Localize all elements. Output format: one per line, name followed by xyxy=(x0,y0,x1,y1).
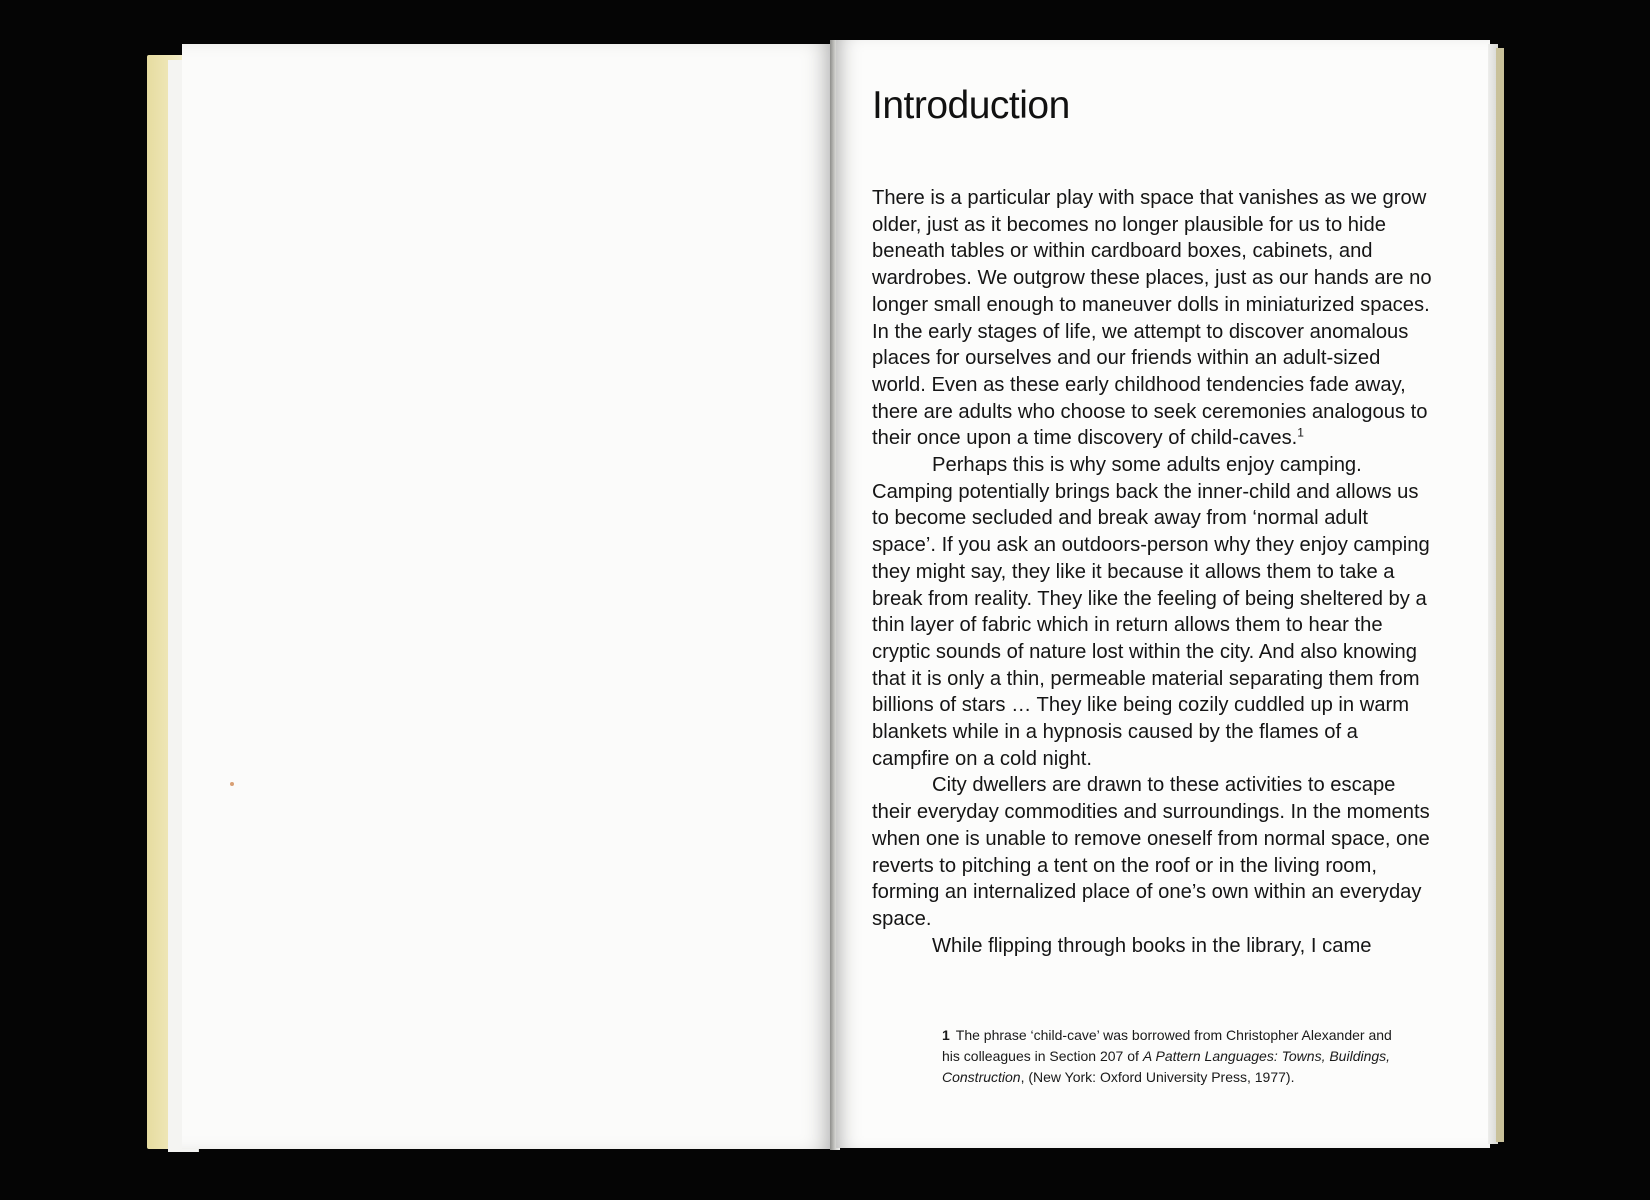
paragraph-text: There is a particular play with space that vanishes as we grow older, just as it becomes no longer plausible for us to hide beneath tables or within cardboard boxes, cabinets, and wardrobes. We outgrow these places, just as our hands are no longer small enough to maneuver dolls in miniaturized spaces. In the early stages of life, we attempt to discover anomalous places for ourselves and our friends within an adult-sized world. Even as these early childhood tendencies fade away, there are adults who choose to seek ceremonies analogous to their once upon a time discovery of child-caves. xyxy=(872,187,1432,450)
paper-speck xyxy=(230,782,234,786)
left-page xyxy=(182,44,832,1149)
body-text xyxy=(872,185,1437,959)
paragraph: Perhaps this is why some adults enjoy camping. Camping potentially brings back the inner-child and allows us to become secluded and break away from ‘normal adult space’. If you ask an outdoors-person why they enjoy camping they might say, they like it because it allows them to take a break from reality. They like the feeling of being sheltered by a thin layer of fabric which in return allows them to hear the cryptic sounds of nature lost within the city. And also knowing that it is only a thin, permeable material separating them from billions of stars … They like being cozily cuddled up in warm blankets while in a hypnosis caused by the flames of a campfire on a cold night. xyxy=(872,454,1430,770)
right-page xyxy=(836,40,1490,1148)
paragraph: While flipping through books in the library, I came xyxy=(932,934,1372,957)
paragraph: City dwellers are drawn to these activities to escape their everyday commodities and surroundings. In the moments when one is unable to remove oneself from normal space, one reverts to pitching a tent on the roof or in the living room, forming an internalized place of one’s own within an everyday space. xyxy=(872,774,1430,930)
footnote-text: The phrase ‘child-cave’ was borrowed from Christopher Alexander and his colleagues in Section 207 of xyxy=(942,1027,1392,1064)
footnote-reference: 1 xyxy=(1297,425,1304,440)
footnote-number: 1 xyxy=(942,1027,950,1043)
paragraph xyxy=(872,185,1437,452)
footnote-book-title: A Pattern Languages: Towns, Buildings, Construction xyxy=(942,1048,1391,1085)
footnote xyxy=(942,1025,1412,1088)
page-title: Introduction xyxy=(872,84,1070,127)
front-cover-edge xyxy=(1496,48,1504,1142)
footnote-citation: , (New York: Oxford University Press, 1977). xyxy=(1020,1069,1295,1085)
